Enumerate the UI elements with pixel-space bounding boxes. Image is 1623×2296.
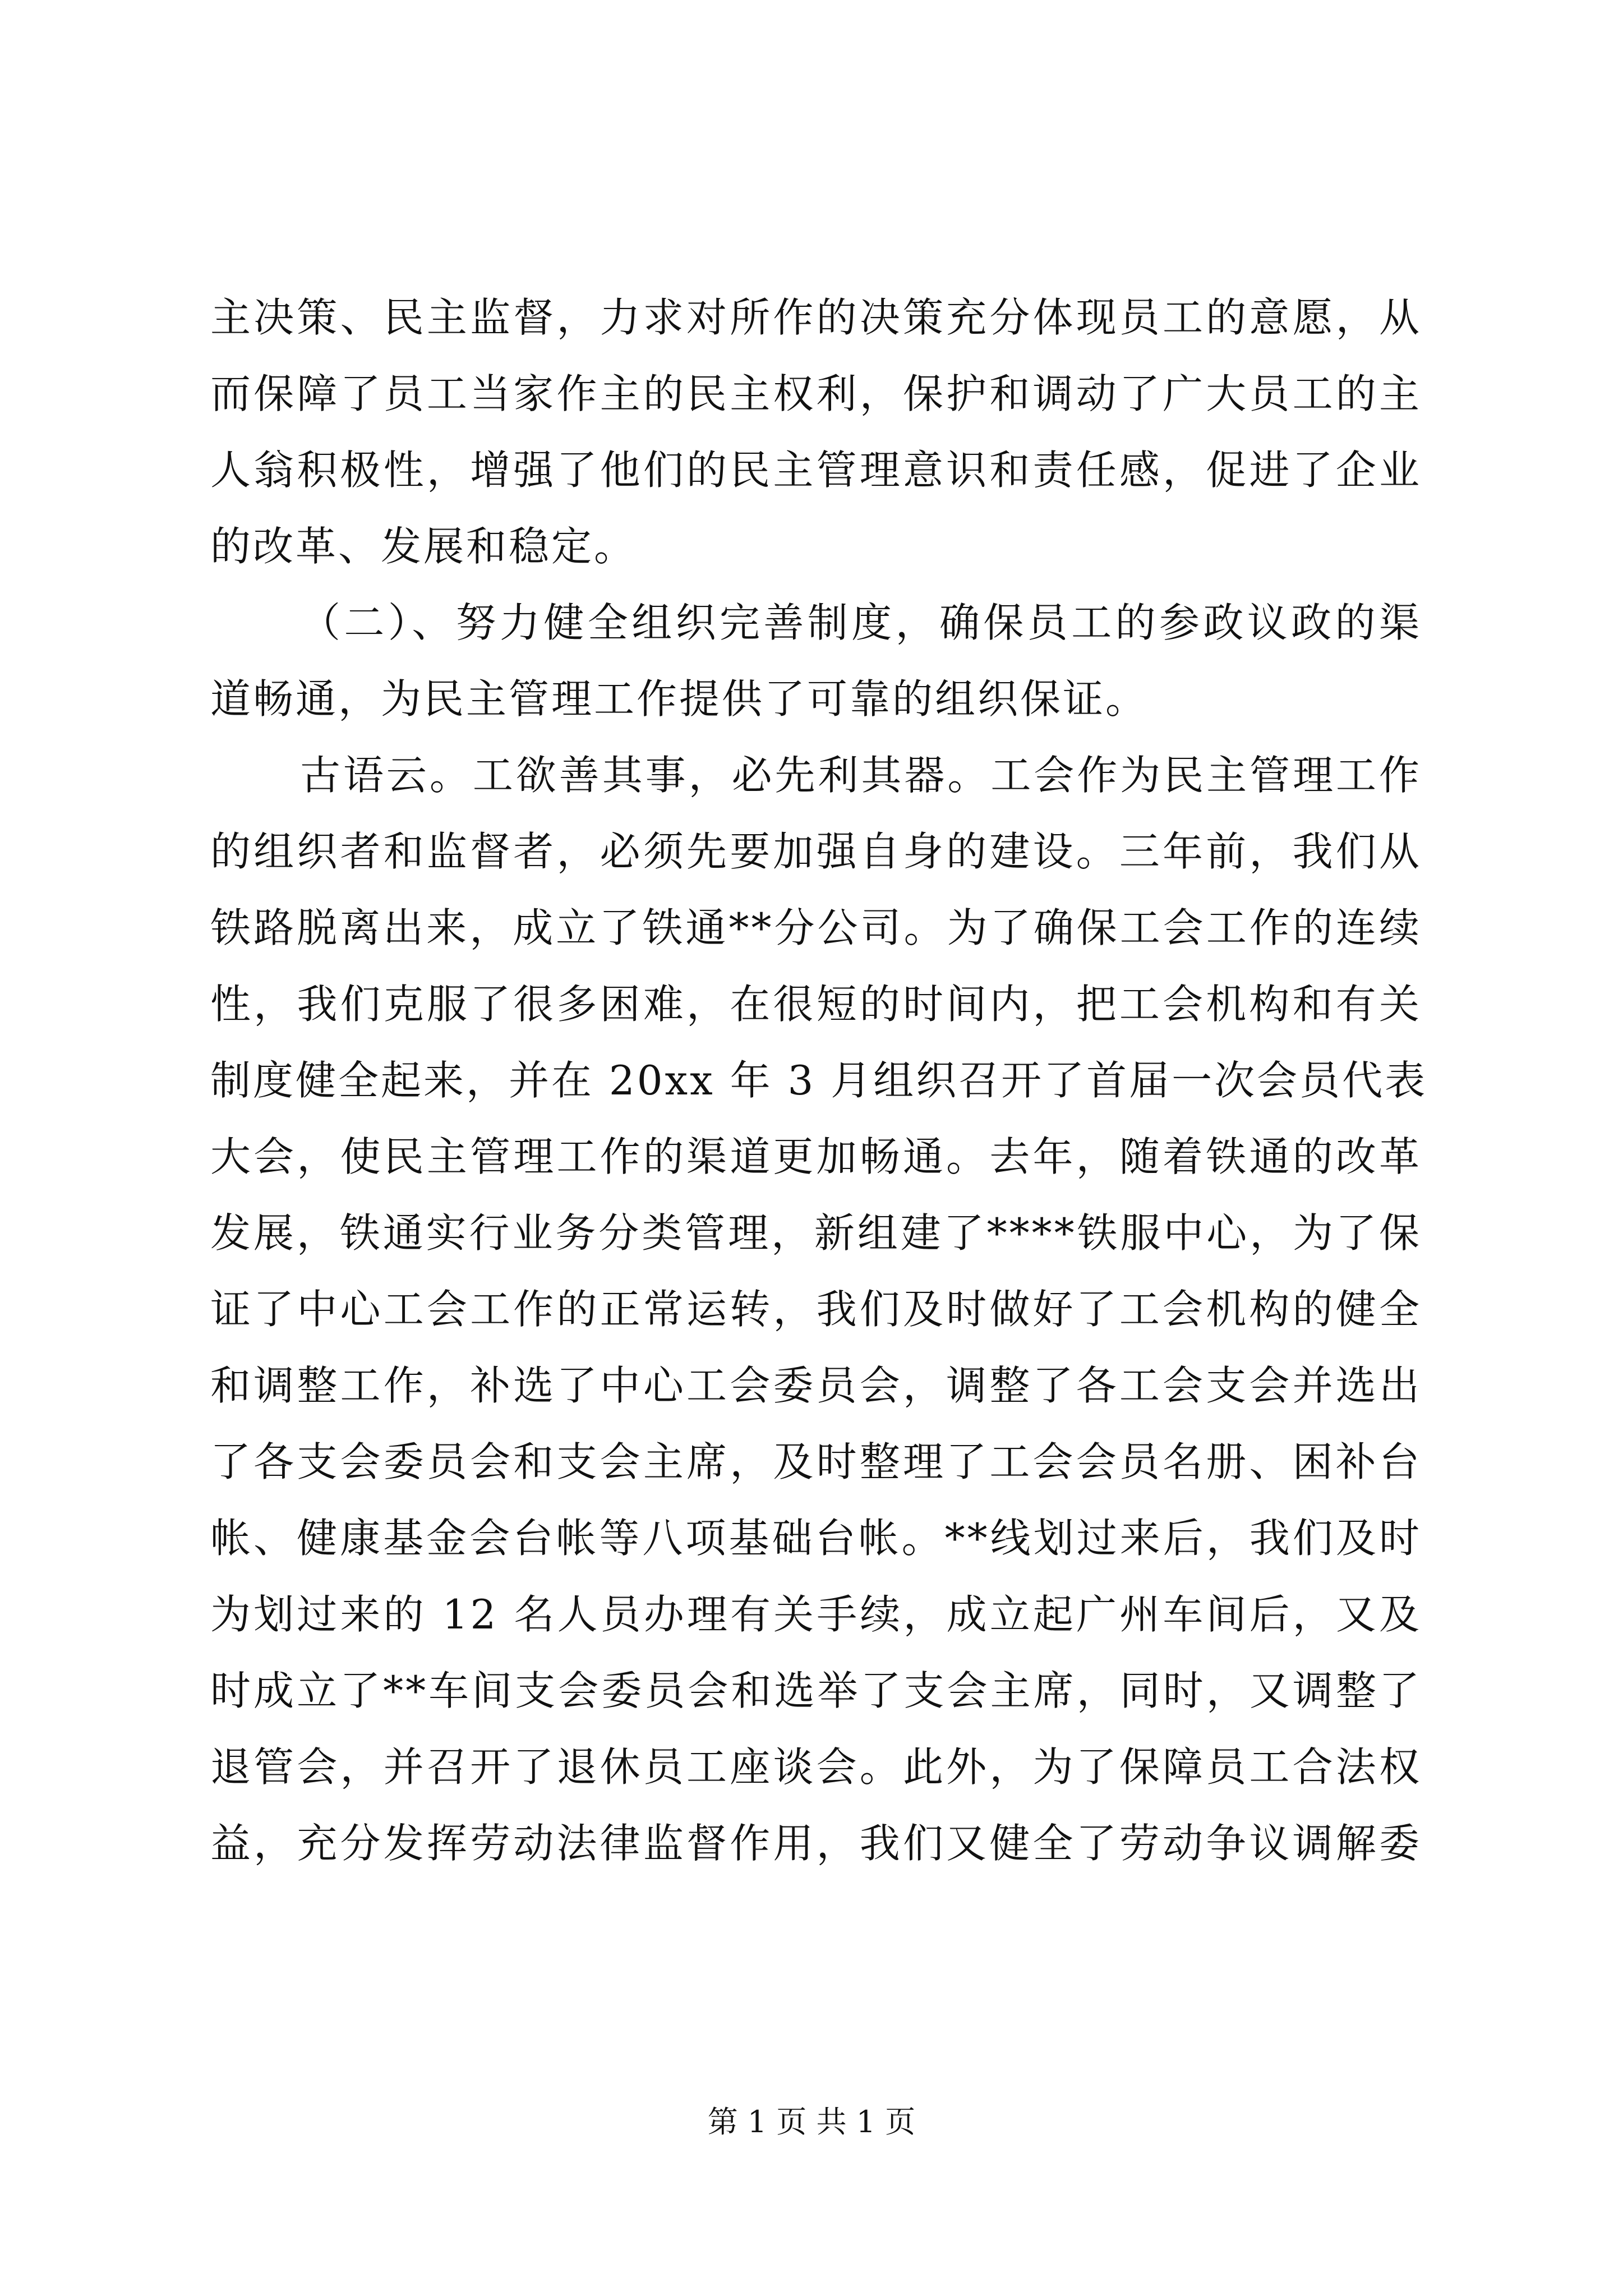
text-line: 制度健全起来，并在 20xx 年 3 月组织召开了首届一次会员代表 xyxy=(210,1057,1428,1104)
text-line: 的改革、发展和稳定。 xyxy=(210,523,637,570)
text-line: 为划过来的 12 名人员办理有关手续，成立起广州车间后，又及 xyxy=(210,1591,1422,1638)
text-line: 大会，使民主管理工作的渠道更加畅通。去年，随着铁通的改革 xyxy=(210,1133,1422,1180)
text-line: 退管会，并召开了退休员工座谈会。此外，为了保障员工合法权 xyxy=(210,1743,1422,1791)
section-heading-line: 道畅通，为民主管理工作提供了可靠的组织保证。 xyxy=(210,675,1149,723)
text-line: 发展，铁通实行业务分类管理，新组建了****铁服中心，为了保 xyxy=(210,1209,1422,1257)
text-line: 时成立了**车间支会委员会和选举了支会主席，同时，又调整了 xyxy=(210,1667,1422,1714)
text-line: 而保障了员工当家作主的民主权利，保护和调动了广大员工的主 xyxy=(210,370,1422,417)
paragraph-first-line: 古语云。工欲善其事，必先利其器。工会作为民主管理工作 xyxy=(300,752,1422,799)
text-line: 的组织者和监督者，必须先要加强自身的建设。三年前，我们从 xyxy=(210,828,1422,875)
text-line: 帐、健康基金会台帐等八项基础台帐。**线划过来后，我们及时 xyxy=(210,1515,1422,1562)
text-line: 主决策、民主监督，力求对所作的决策充分体现员工的意愿，从 xyxy=(210,294,1422,341)
text-line: 和调整工作，补选了中心工会委员会，调整了各工会支会并选出 xyxy=(210,1362,1422,1409)
text-line: 性，我们克服了很多困难，在很短的时间内，把工会机构和有关 xyxy=(210,981,1422,1028)
text-line: 铁路脱离出来，成立了铁通**分公司。为了确保工会工作的连续 xyxy=(210,904,1422,951)
text-line: 益，充分发挥劳动法律监督作用，我们又健全了劳动争议调解委 xyxy=(210,1820,1422,1867)
text-line: 证了中心工会工作的正常运转，我们及时做好了工会机构的健全 xyxy=(210,1286,1422,1333)
section-heading-line: （二）、努力健全组织完善制度，确保员工的参政议政的渠 xyxy=(300,599,1422,646)
page-footer: 第 1 页 共 1 页 xyxy=(707,2104,916,2139)
text-line: 了各支会委员会和支会主席，及时整理了工会会员名册、困补台 xyxy=(210,1438,1422,1485)
document-body xyxy=(210,279,1428,1881)
text-line: 人翁积极性，增强了他们的民主管理意识和责任感，促进了企业 xyxy=(210,447,1422,494)
